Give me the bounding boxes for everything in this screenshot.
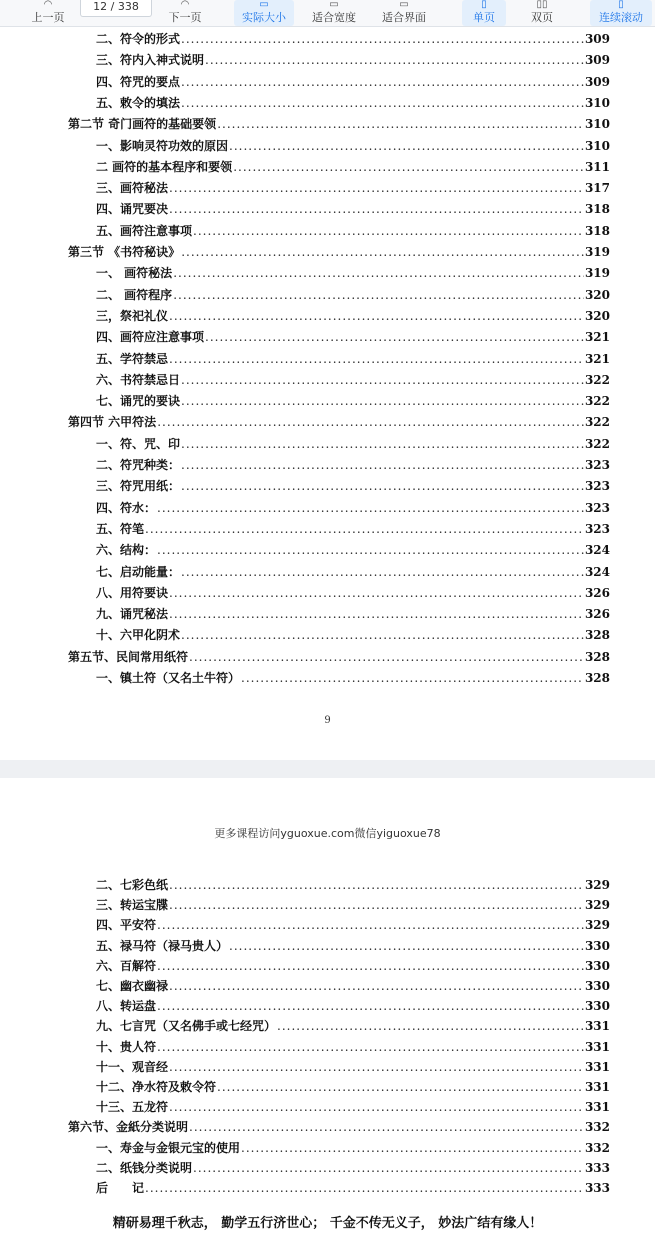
toc-entry	[96, 499, 610, 519]
toc-entry	[96, 392, 610, 412]
toc-leader-dots	[181, 75, 584, 89]
toc-entry-title: 五、禄马符（禄马贵人）	[96, 938, 229, 953]
document-page	[0, 27, 655, 760]
toc-entry-page: 328	[584, 649, 610, 664]
toc-leader-dots	[169, 586, 584, 600]
toc-entry	[96, 94, 610, 114]
toc-entry-title: 二 画符的基本程序和要领	[96, 159, 233, 174]
toc-entry-page: 328	[584, 628, 610, 643]
toc-leader-dots	[205, 330, 584, 344]
fit-page-button[interactable]: ▭ 适合界面	[374, 0, 434, 26]
toc-leader-dots	[173, 266, 584, 280]
toc-leader-dots	[181, 437, 584, 451]
toc-leader-dots	[169, 352, 584, 366]
toc-entry	[96, 158, 610, 178]
double-page-icon: ▯▯	[536, 0, 548, 10]
toc-entry-title: 一、镇土符（又名土牛符）	[96, 671, 241, 685]
toc-leader-dots	[217, 1080, 584, 1094]
toc-entry-page: 331	[584, 1059, 610, 1074]
toc-entry-title: 六、结构：	[96, 543, 157, 558]
toc-entry-page: 320	[584, 308, 610, 323]
toc-leader-dots	[169, 898, 584, 912]
toc-entry-page: 332	[584, 1120, 610, 1135]
fit-width-icon: ▭	[329, 0, 339, 10]
toc-entry-title: 第三节 《书符秘诀》	[68, 245, 181, 259]
toc-entry	[96, 541, 610, 561]
toc-entry	[96, 937, 610, 957]
toc-entry	[96, 350, 610, 370]
toc-entry-page: 324	[584, 564, 610, 579]
toc-entry-page: 309	[584, 32, 610, 46]
toc-entry-title: 六、百解符	[96, 958, 157, 973]
toc-entry-title: 四、诵咒要决	[96, 202, 169, 217]
toc-entry	[68, 243, 610, 263]
toc-leader-dots	[193, 224, 584, 238]
actual-size-icon: ▭	[259, 0, 269, 10]
toc-leader-dots	[233, 160, 584, 174]
toc-leader-dots	[205, 53, 584, 67]
toc-entry	[96, 328, 610, 348]
toc-entry-page: 323	[584, 521, 610, 536]
toc-entry	[96, 222, 610, 242]
toc-entry-page: 310	[584, 95, 610, 110]
toc-entry-title: 一、 画符秘法	[96, 266, 173, 281]
toc-leader-dots	[181, 373, 584, 387]
toc-entry-page: 331	[584, 1039, 610, 1054]
toc-entry	[96, 916, 610, 936]
toc-entry-title: 十、六甲化阴术	[96, 628, 181, 643]
toc-entry	[96, 584, 610, 604]
single-page-button[interactable]: ▯ 单页	[462, 0, 506, 26]
toc-entry-title: 四、符水：	[96, 500, 157, 515]
toc-entry-title: 二、七彩色纸	[96, 878, 169, 892]
toc-leader-dots	[169, 202, 584, 216]
toc-entry-page: 329	[584, 878, 610, 892]
toc-leader-dots	[181, 479, 584, 493]
toc-entry-page: 309	[584, 74, 610, 89]
toc-entry-page: 323	[584, 500, 610, 515]
toc-entry-page: 310	[584, 138, 610, 153]
toc-entry	[96, 669, 610, 689]
toc-entry-title: 十一、观音经	[96, 1059, 169, 1074]
toc-entry	[96, 286, 610, 306]
toc-leader-dots	[181, 245, 584, 259]
toc-entry-page: 311	[584, 159, 610, 174]
next-page-button[interactable]: ◠ 下一页	[163, 0, 207, 26]
toc-entry	[96, 456, 610, 476]
toc-entry-page: 319	[584, 266, 610, 281]
toc-entry-title: 二、纸钱分类说明	[96, 1160, 193, 1175]
toc-leader-dots	[229, 939, 584, 953]
toc-entry-page: 322	[584, 436, 610, 451]
toc-entry-page: 321	[584, 330, 610, 345]
toc-entry-page: 310	[584, 117, 610, 132]
toc-entry-title: 五、敕令的填法	[96, 95, 181, 110]
toc-entry-title: 十、贵人符	[96, 1039, 157, 1054]
toc-leader-dots	[181, 96, 584, 110]
toc-leader-dots	[181, 394, 584, 408]
toc-entry-title: 九、七言咒（又名佛手或七经咒）	[96, 1019, 277, 1034]
toc-entry	[96, 1017, 610, 1037]
toc-entry-page: 333	[584, 1181, 610, 1195]
continuous-scroll-button[interactable]: ▯ 连续滚动	[590, 0, 652, 26]
toc-entry-title: 七、启动能量：	[96, 564, 181, 579]
toc-entry-page: 319	[584, 245, 610, 259]
toc-entry-title: 八、转运盘	[96, 999, 157, 1014]
toc-leader-dots	[157, 415, 584, 429]
toc-entry	[68, 648, 610, 668]
toc-leader-dots	[189, 1120, 584, 1134]
toc-entry-title: 十二、净水符及敕令符	[96, 1080, 217, 1094]
toc-leader-dots	[193, 1161, 584, 1175]
toc-entry-page: 331	[584, 1019, 610, 1034]
toc-entry	[96, 997, 610, 1017]
toc-entry	[96, 1179, 610, 1199]
toc-entry-title: 三、符内入神式说明	[96, 53, 205, 68]
prev-page-button[interactable]: ◠ 上一页	[26, 0, 70, 26]
toc-entry-title: 三、画符秘法	[96, 181, 169, 196]
promo-text: 更多课程访问yguoxue.com微信yiguoxue78	[214, 827, 441, 840]
toc-leader-dots	[181, 565, 584, 579]
toc-entry	[96, 264, 610, 284]
toc-entry	[96, 626, 610, 646]
toc-entry-title: 七、幽衣幽禄	[96, 979, 169, 993]
toc-entry	[96, 876, 610, 896]
toc-leader-dots	[169, 309, 584, 323]
toc-entry-title: 十三、五龙符	[96, 1100, 169, 1115]
toc-entry-title: 六、书符禁忌日	[96, 372, 181, 387]
arrow-down-icon: ◠	[180, 0, 190, 10]
toc-entry	[96, 977, 610, 997]
toc-entry-title: 第二节 奇门画符的基础要领	[68, 117, 217, 132]
toc-entry-title: 五、画符注意事项	[96, 223, 193, 238]
toc-entry	[96, 137, 610, 157]
toc-leader-dots	[189, 650, 584, 664]
toc-entry-page: 318	[584, 202, 610, 217]
toc-entry	[96, 1139, 610, 1159]
toc-leader-dots	[169, 878, 584, 892]
toc-entry-page: 326	[584, 585, 610, 600]
toc-leader-dots	[169, 979, 584, 993]
toc-entry-page: 309	[584, 53, 610, 68]
toc-entry-page: 323	[584, 458, 610, 472]
toc-entry	[96, 1038, 610, 1058]
toc-entry	[96, 30, 610, 50]
toc-entry	[68, 1118, 610, 1138]
toc-entry-title: 第五节、民间常用纸符	[68, 649, 189, 664]
single-page-icon: ▯	[481, 0, 487, 10]
toc-entry-title: 二、符令的形式	[96, 32, 181, 46]
toc-entry	[96, 73, 610, 93]
double-page-button[interactable]: ▯▯ 双页	[520, 0, 564, 26]
toc-leader-dots	[217, 117, 584, 131]
toc-entry-title: 二、符咒种类：	[96, 458, 181, 472]
toc-entry	[68, 413, 610, 433]
page-number: 9	[324, 715, 331, 726]
actual-size-button[interactable]: ▭ 实际大小	[234, 0, 294, 26]
toc-entry-page: 322	[584, 394, 610, 409]
toc-leader-dots	[277, 1019, 584, 1033]
toc-entry-page: 317	[584, 181, 610, 196]
closing-slogan: 精研易理千秋志， 勤学五行济世心； 千金不传无义子， 妙法广结有缘人！	[112, 1216, 543, 1231]
toc-entry-page: 329	[584, 918, 610, 933]
toc-leader-dots	[157, 501, 584, 515]
toc-entry-title: 一、影响灵符功效的原因	[96, 138, 229, 153]
toc-entry-title: 五、学符禁忌	[96, 351, 169, 366]
toc-leader-dots	[229, 139, 584, 153]
toc-leader-dots	[145, 1181, 584, 1195]
toc-entry-title: 一、寿金与金银元宝的使用	[96, 1140, 241, 1155]
toc-entry-page: 324	[584, 543, 610, 558]
toc-entry	[96, 200, 610, 220]
document-page	[0, 778, 655, 1245]
fit-page-icon: ▭	[399, 0, 409, 10]
toc-leader-dots	[169, 1100, 584, 1114]
page-gap	[0, 760, 655, 778]
toc-entry-title: 四、符咒的要点	[96, 74, 181, 89]
toc-entry	[96, 435, 610, 455]
toc-leader-dots	[157, 543, 584, 557]
toc-leader-dots	[169, 607, 584, 621]
toc-entry	[68, 115, 610, 135]
toc-entry-page: 330	[584, 938, 610, 953]
toc-entry-page: 330	[584, 979, 610, 993]
toc-entry-page: 333	[584, 1160, 610, 1175]
toc-entry-page: 322	[584, 415, 610, 430]
toc-entry-page: 331	[584, 1100, 610, 1115]
toc-entry	[96, 957, 610, 977]
page-number-input[interactable]: 12 / 338	[80, 0, 152, 17]
toc-entry-page: 331	[584, 1080, 610, 1094]
toc-entry-page: 328	[584, 671, 610, 685]
toc-entry-page: 330	[584, 999, 610, 1014]
toc-entry-page: 321	[584, 351, 610, 366]
toc-entry-title: 三、符咒用纸：	[96, 479, 181, 494]
toc-leader-dots	[157, 918, 584, 932]
toc-leader-dots	[169, 1060, 584, 1074]
toc-entry-title: 二、 画符程序	[96, 287, 173, 302]
arrow-up-icon: ◠	[43, 0, 53, 10]
toc-leader-dots	[157, 999, 584, 1013]
toc-entry-title: 第六节、金紙分类说明	[68, 1120, 189, 1135]
toc-entry-title: 七、诵咒的要诀	[96, 394, 181, 409]
toc-entry-title: 三，祭祀礼仪	[96, 308, 169, 323]
toc-entry	[96, 1078, 610, 1098]
toc-entry-page: 318	[584, 223, 610, 238]
toc-leader-dots	[145, 522, 584, 536]
toc-entry	[96, 1098, 610, 1118]
toc-leader-dots	[181, 628, 584, 642]
toc-entry	[96, 520, 610, 540]
toc-entry	[96, 51, 610, 71]
toc-leader-dots	[241, 671, 584, 685]
toc-leader-dots	[241, 1141, 584, 1155]
toc-entry	[96, 563, 610, 583]
toc-entry	[96, 1058, 610, 1078]
toc-entry-title: 九、诵咒秘法	[96, 607, 169, 622]
toc-leader-dots	[173, 288, 584, 302]
toc-entry-page: 323	[584, 479, 610, 494]
toc-leader-dots	[181, 32, 584, 46]
toc-entry	[96, 605, 610, 625]
toc-entry-page: 326	[584, 607, 610, 622]
toc-entry-title: 五、符笔	[96, 521, 145, 536]
toc-entry-title: 一、符、咒、印	[96, 436, 181, 451]
toc-leader-dots	[157, 959, 584, 973]
toc-leader-dots	[157, 1040, 584, 1054]
toc-entry-page: 322	[584, 372, 610, 387]
toc-leader-dots	[181, 458, 584, 472]
toc-entry-page: 332	[584, 1140, 610, 1155]
fit-width-button[interactable]: ▭ 适合宽度	[304, 0, 364, 26]
toc-entry	[96, 1159, 610, 1179]
toc-entry-title: 后 记	[96, 1181, 145, 1195]
toc-entry-page: 320	[584, 287, 610, 302]
toc-entry-title: 三、转运宝牒	[96, 898, 169, 913]
toc-entry-title: 八、用符要诀	[96, 585, 169, 600]
toc-entry-title: 四、画符应注意事项	[96, 330, 205, 345]
toc-entry	[96, 896, 610, 916]
toc-entry-page: 330	[584, 958, 610, 973]
toc-entry	[96, 371, 610, 391]
toc-entry	[96, 477, 610, 497]
toc-entry-title: 第四节 六甲符法	[68, 415, 157, 430]
toc-entry-page: 329	[584, 898, 610, 913]
toc-entry-title: 四、平安符	[96, 918, 157, 933]
continuous-scroll-icon: ▯	[618, 0, 624, 10]
toc-leader-dots	[169, 181, 584, 195]
toolbar	[0, 0, 655, 27]
toc-entry	[96, 179, 610, 199]
toc-entry	[96, 307, 610, 327]
